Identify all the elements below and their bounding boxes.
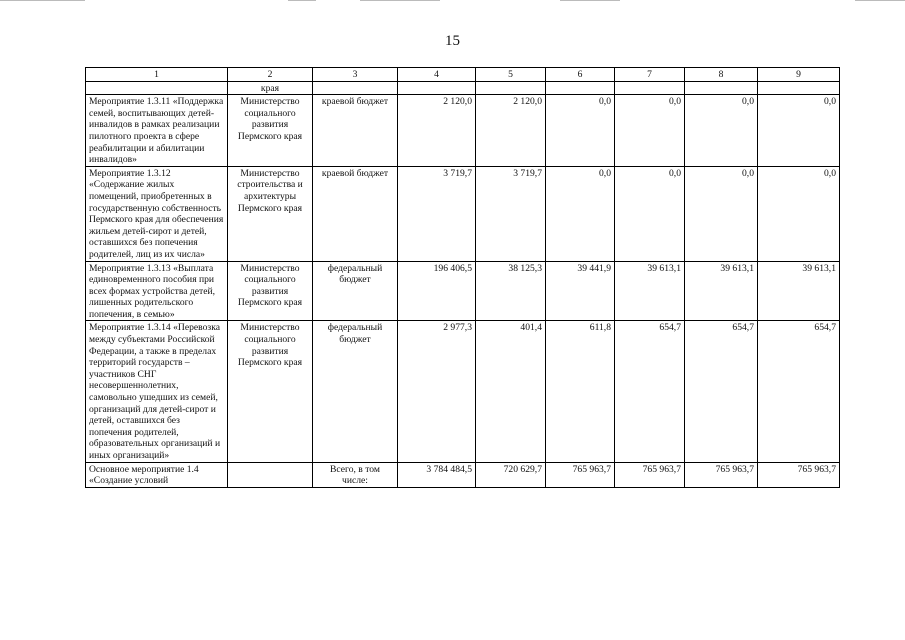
- value-cell: 0,0: [685, 95, 758, 167]
- source-cell: [313, 81, 398, 95]
- page-number: 15: [445, 33, 460, 49]
- value-cell: [685, 81, 758, 95]
- value-cell: [758, 81, 840, 95]
- value-cell: 196 406,5: [398, 261, 476, 321]
- header-row: [86, 68, 840, 82]
- funding-source-cell: федеральный бюджет: [313, 261, 398, 321]
- value-cell: 39 613,1: [615, 261, 685, 321]
- scan-edge-line: [560, 0, 620, 1]
- value-cell: 654,7: [615, 321, 685, 462]
- value-cell: 0,0: [758, 95, 840, 167]
- value-cell: 0,0: [546, 166, 615, 261]
- value-cell: 765 963,7: [685, 462, 758, 487]
- activity-name-cell: Мероприятие 1.3.12 «Содержание жилых помещений, приобретенных в государственную собственность Пермского края для обеспечения жильем детей-сирот и детей, оставшихся без попечения родителей, лиц из их числа»: [86, 166, 228, 261]
- column-header: 7: [615, 68, 685, 82]
- column-header: 9: [758, 68, 840, 82]
- column-header: 4: [398, 68, 476, 82]
- value-cell: 0,0: [546, 95, 615, 167]
- value-cell: 0,0: [615, 166, 685, 261]
- scan-edge-line: [0, 0, 85, 1]
- value-cell: 0,0: [758, 166, 840, 261]
- funding-source-cell: краевой бюджет: [313, 95, 398, 167]
- value-cell: 720 629,7: [476, 462, 546, 487]
- table-row: [86, 321, 840, 462]
- column-header: 2: [228, 68, 313, 82]
- value-cell: 401,4: [476, 321, 546, 462]
- executor-cell: Министерство социального развития Пермского края: [228, 95, 313, 167]
- value-cell: 3 719,7: [476, 166, 546, 261]
- name-cell: [86, 81, 228, 95]
- executor-cell: края: [228, 81, 313, 95]
- value-cell: 3 719,7: [398, 166, 476, 261]
- value-cell: 38 125,3: [476, 261, 546, 321]
- value-cell: 654,7: [685, 321, 758, 462]
- column-header: 6: [546, 68, 615, 82]
- funding-source-cell: Всего, в том числе:: [313, 462, 398, 487]
- executor-cell: Министерство социального развития Пермского края: [228, 261, 313, 321]
- scan-edge-line: [360, 0, 440, 1]
- executor-cell: Министерство социального развития Пермского края: [228, 321, 313, 462]
- value-cell: 39 613,1: [685, 261, 758, 321]
- value-cell: 3 784 484,5: [398, 462, 476, 487]
- value-cell: 2 120,0: [476, 95, 546, 167]
- value-cell: 765 963,7: [758, 462, 840, 487]
- value-cell: 39 613,1: [758, 261, 840, 321]
- continuation-row: [86, 81, 840, 95]
- table-row: [86, 261, 840, 321]
- activity-name-cell: Мероприятие 1.3.13 «Выплата единовременного пособия при всех формах устройства детей, лишенных родительского попечения, в семью»: [86, 261, 228, 321]
- value-cell: 0,0: [685, 166, 758, 261]
- value-cell: 611,8: [546, 321, 615, 462]
- activity-name-cell: Основное мероприятие 1.4 «Создание условий: [86, 462, 228, 487]
- table-row: [86, 95, 840, 167]
- scan-edge-line: [855, 0, 905, 1]
- executor-cell: [228, 462, 313, 487]
- table-row: [86, 462, 840, 487]
- value-cell: 0,0: [615, 95, 685, 167]
- value-cell: [476, 81, 546, 95]
- value-cell: 2 120,0: [398, 95, 476, 167]
- value-cell: [615, 81, 685, 95]
- value-cell: [546, 81, 615, 95]
- value-cell: 765 963,7: [546, 462, 615, 487]
- value-cell: [398, 81, 476, 95]
- table-row: [86, 166, 840, 261]
- executor-cell: Министерство строительства и архитектуры Пермского края: [228, 166, 313, 261]
- activity-name-cell: Мероприятие 1.3.11 «Поддержка семей, воспитывающих детей-инвалидов в рамках реализации пилотного проекта в сфере реабилитации и абилитации инвалидов»: [86, 95, 228, 167]
- value-cell: 39 441,9: [546, 261, 615, 321]
- value-cell: 2 977,3: [398, 321, 476, 462]
- column-header: 5: [476, 68, 546, 82]
- column-header: 3: [313, 68, 398, 82]
- value-cell: 765 963,7: [615, 462, 685, 487]
- funding-source-cell: краевой бюджет: [313, 166, 398, 261]
- column-header: 8: [685, 68, 758, 82]
- value-cell: 654,7: [758, 321, 840, 462]
- program-activities-table: [85, 67, 840, 488]
- funding-source-cell: федеральный бюджет: [313, 321, 398, 462]
- scan-edge-line: [288, 0, 316, 1]
- column-header: 1: [86, 68, 228, 82]
- activity-name-cell: Мероприятие 1.3.14 «Перевозка между субъектами Российской Федерации, а также в пределах территорий государств – участников СНГ несовершеннолетних, самовольно ушедших из семей, организаций для детей-сирот и детей, оставшихся без попечения родителей, образовательных организаций и иных организаций»: [86, 321, 228, 462]
